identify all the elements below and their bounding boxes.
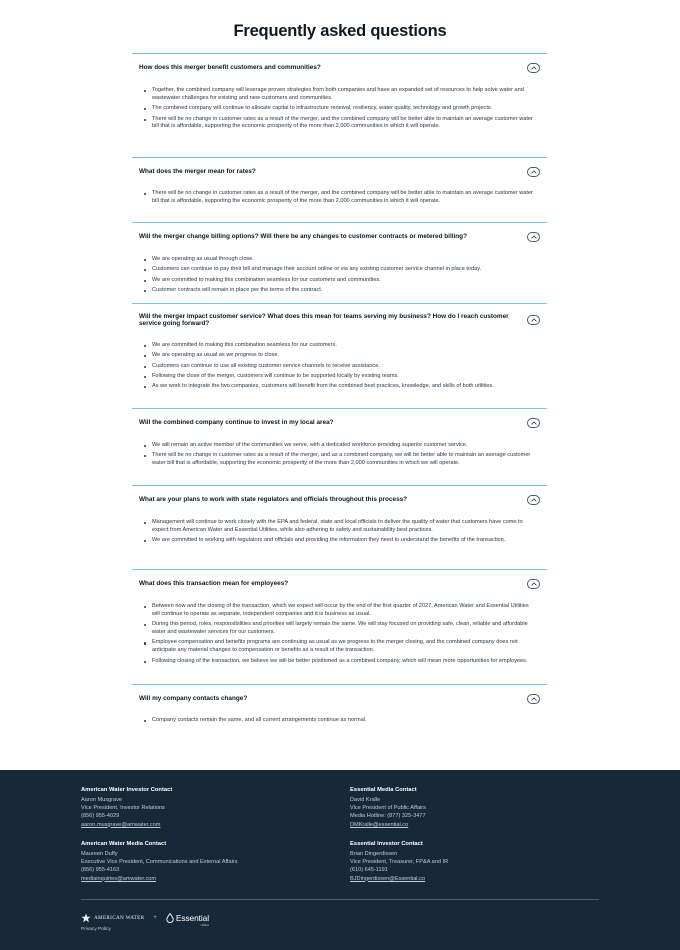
faq-answer <box>132 250 547 295</box>
faq-item <box>132 408 547 485</box>
answer-item: During this period, roles, responsibilities and priorities will largely remain the same. We will stay focused on providing safe, clean, reliable and affordable water and wastewater services for our customers. <box>144 621 535 637</box>
faq-item <box>132 684 547 734</box>
contact-heading: American Water Media Contact <box>81 841 167 847</box>
contact-email-link[interactable]: BJDingerdissen@Essential.co <box>350 875 426 882</box>
contact-heading: Essential Media Contact <box>350 787 417 793</box>
contact-heading: American Water Investor Contact <box>81 787 173 793</box>
faq-answer <box>132 436 547 468</box>
faq-question-row[interactable] <box>132 570 547 597</box>
faq-question-row[interactable] <box>132 54 547 82</box>
contact-title: Executive Vice President, Communications and External Affairs <box>81 859 238 866</box>
faq-question: What does the merger mean for rates? <box>139 167 256 175</box>
answer-item: Company contacts remain the same, and all current arrangements continue as normal. <box>144 717 535 725</box>
contact-phone: (610) 645-1191 <box>350 867 388 874</box>
faq-question: Will the combined company continue to invest in my local area? <box>139 418 334 426</box>
faq-question: How does this merger benefit customers and communities? <box>139 64 321 72</box>
faq-item <box>132 53 547 157</box>
page-title: Frequently asked questions <box>233 22 447 40</box>
footer-divider <box>81 899 599 900</box>
faq-list <box>132 53 547 734</box>
collapse-toggle[interactable] <box>527 232 540 242</box>
faq-answer <box>132 597 547 666</box>
faq-answer <box>132 712 547 725</box>
collapse-toggle[interactable] <box>527 495 540 505</box>
faq-item <box>132 303 547 408</box>
american-water-logo[interactable] <box>81 913 144 923</box>
contact-title: Vice President, Treasurer, FP&A and IR <box>350 859 449 866</box>
contact-email-link[interactable]: DMKralle@essential.co <box>350 821 409 828</box>
faq-item <box>132 157 547 222</box>
answer-item: Together, the combined company will leverage proven strategies from both companies and have an expanded set of resources to help solve water and wastewater challenges for existing and new customers and communities. <box>144 87 535 103</box>
answer-item: The combined company will continue to allocate capital to infrastructure renewal, resiliency, water quality, technology and growth projects. <box>144 105 535 113</box>
chevron-up-icon <box>531 498 537 502</box>
faq-question: What does this transaction mean for employees? <box>139 579 289 587</box>
star-icon <box>81 913 91 923</box>
faq-answer <box>132 185 547 206</box>
answer-item: Customers can continue to pay their bill and manage their account online or via any existing customer service channel in place today. <box>144 266 535 274</box>
faq-item <box>132 569 547 684</box>
aw-media-contact <box>81 840 331 883</box>
collapse-toggle[interactable] <box>527 315 540 325</box>
contact-name: Maureen Duffy <box>81 851 118 857</box>
contact-phone: (856) 955-4029 <box>81 813 120 820</box>
faq-question: Will my company contacts change? <box>139 694 248 702</box>
partner-logos <box>81 908 209 927</box>
answer-item: There will be no change in customer rates as a result of the merger, and the combined company will be better able to maintain an average customer water bill that is affordable, supporting the economic prosperity of the more than 2,000 communities in which it will operate. <box>144 190 535 206</box>
chevron-up-icon <box>531 421 537 425</box>
faq-item <box>132 485 547 569</box>
faq-item <box>132 222 547 303</box>
contact-phone: Media Hotline: (877) 325-3477 <box>350 813 426 820</box>
chevron-up-icon <box>531 582 537 586</box>
answer-item: We are committed to making this combination seamless for our customers and communities. <box>144 277 535 285</box>
footer <box>0 770 680 950</box>
collapse-toggle[interactable] <box>527 694 540 704</box>
contact-email-link[interactable]: aaron.musgrave@amwater.com <box>81 821 161 828</box>
chevron-up-icon <box>531 235 537 239</box>
answer-item: Following closing of the transaction, we believe we will be better positioned as a combined company, which will mean more opportunities for employees. <box>144 658 535 666</box>
contact-title: Vice President, Investor Relations <box>81 805 165 812</box>
essential-subtext: Utilities <box>200 924 209 927</box>
answer-item: We are operating as usual through close. <box>144 256 535 264</box>
chevron-up-icon <box>531 318 537 322</box>
answer-item: As we work to integrate the two companies, customers will benefit from the combined best practices, knowledge, and skills of both utilities. <box>144 383 535 391</box>
drop-icon <box>166 913 174 923</box>
contact-heading: Essential Investor Contact <box>350 841 423 847</box>
essential-logo[interactable] <box>166 908 209 927</box>
contact-title: Vice President of Public Affairs <box>350 805 426 812</box>
answer-item: Customer contracts will remain in place per the terms of the contract. <box>144 287 535 295</box>
contact-name: David Kralle <box>350 797 381 803</box>
collapse-toggle[interactable] <box>527 418 540 428</box>
collapse-toggle[interactable] <box>527 167 540 177</box>
plus-separator: + <box>153 914 157 921</box>
faq-answer <box>132 82 547 131</box>
privacy-policy-link[interactable]: Privacy Policy <box>81 927 111 932</box>
chevron-up-icon <box>531 697 537 701</box>
faq-answer <box>132 513 547 545</box>
answer-item: Following the close of the merger, customers will continue to be supported locally by existing teams. <box>144 373 535 381</box>
contact-email-link[interactable]: mediainquiries@amwater.com <box>81 875 157 882</box>
chevron-up-icon <box>531 170 537 174</box>
answer-item: There will be no change in customer rates as a result of the merger, and the combined company will be better able to maintain an average customer water bill that is affordable, supporting the economic prosperity of the more than 2,000 communities in which it will operate. <box>144 116 535 132</box>
answer-item: There will be no change in customer rates as a result of the merger, and as a combined company, we will be better able to maintain an average customer water bill that is affordable, supporting the economic prosperity of the more than 2,000 communities in which we will operate. <box>144 452 535 468</box>
collapse-toggle[interactable] <box>527 63 540 73</box>
faq-question-row[interactable] <box>132 304 547 336</box>
faq-question-row[interactable] <box>132 158 547 185</box>
answer-item: Employee compensation and benefits programs are continuing as usual as we progress to the merger closing, and the combined company does not anticipate any material changes to compensation or benefits as a result of the transaction. <box>144 639 535 655</box>
contact-phone: (856) 955-4163 <box>81 867 120 874</box>
answer-item: We are committed to working with regulators and officials and providing the information they need to understand the benefits of the transaction. <box>144 537 535 545</box>
collapse-toggle[interactable] <box>527 579 540 589</box>
faq-question-row[interactable] <box>132 685 547 712</box>
faq-question-row[interactable] <box>132 223 547 250</box>
ess-investor-contact <box>350 840 600 883</box>
answer-item: Management will continue to work closely with the EPA and federal, state and local officials to deliver the quality of water that customers have come to expect from American Water and Essential Utilities, while also adhering to safety and sustainability best practices. <box>144 519 535 535</box>
answer-item: We are operating as usual as we progress to close. <box>144 352 535 360</box>
faq-question-row[interactable] <box>132 486 547 513</box>
faq-question: Will the merger impact customer service? What does this mean for teams serving my business? How do I reach customer service going forward? <box>139 312 509 327</box>
american-water-wordmark: AMERICAN WATER <box>94 914 145 921</box>
contact-name: Brian Dingerdissen <box>350 851 398 857</box>
answer-item: Between now and the closing of the transaction, which we expect will occur by the end of the first quarter of 2027, American Water and Essential Utilities will continue to operate as separate, independent companies and it is business as usual. <box>144 603 535 619</box>
answer-item: We are committed to making this combination seamless for our customers. <box>144 342 535 350</box>
faq-question: Will the merger change billing options? Will there be any changes to customer contracts or metered billing? <box>139 232 467 240</box>
faq-answer <box>132 336 547 391</box>
aw-investor-contact <box>81 786 331 829</box>
answer-item: Customers can continue to use all existing customer service channels to receive assistance. <box>144 363 535 371</box>
ess-media-contact <box>350 786 600 829</box>
faq-question: What are your plans to work with state regulators and officials throughout this process? <box>139 495 408 503</box>
essential-wordmark: Essential <box>175 913 209 923</box>
answer-item: We will remain an active member of the communities we serve, with a dedicated workforce providing superior customer service. <box>144 442 535 450</box>
faq-question-row[interactable] <box>132 409 547 436</box>
chevron-up-icon <box>531 66 537 70</box>
contact-name: Aaron Musgrave <box>81 797 123 803</box>
